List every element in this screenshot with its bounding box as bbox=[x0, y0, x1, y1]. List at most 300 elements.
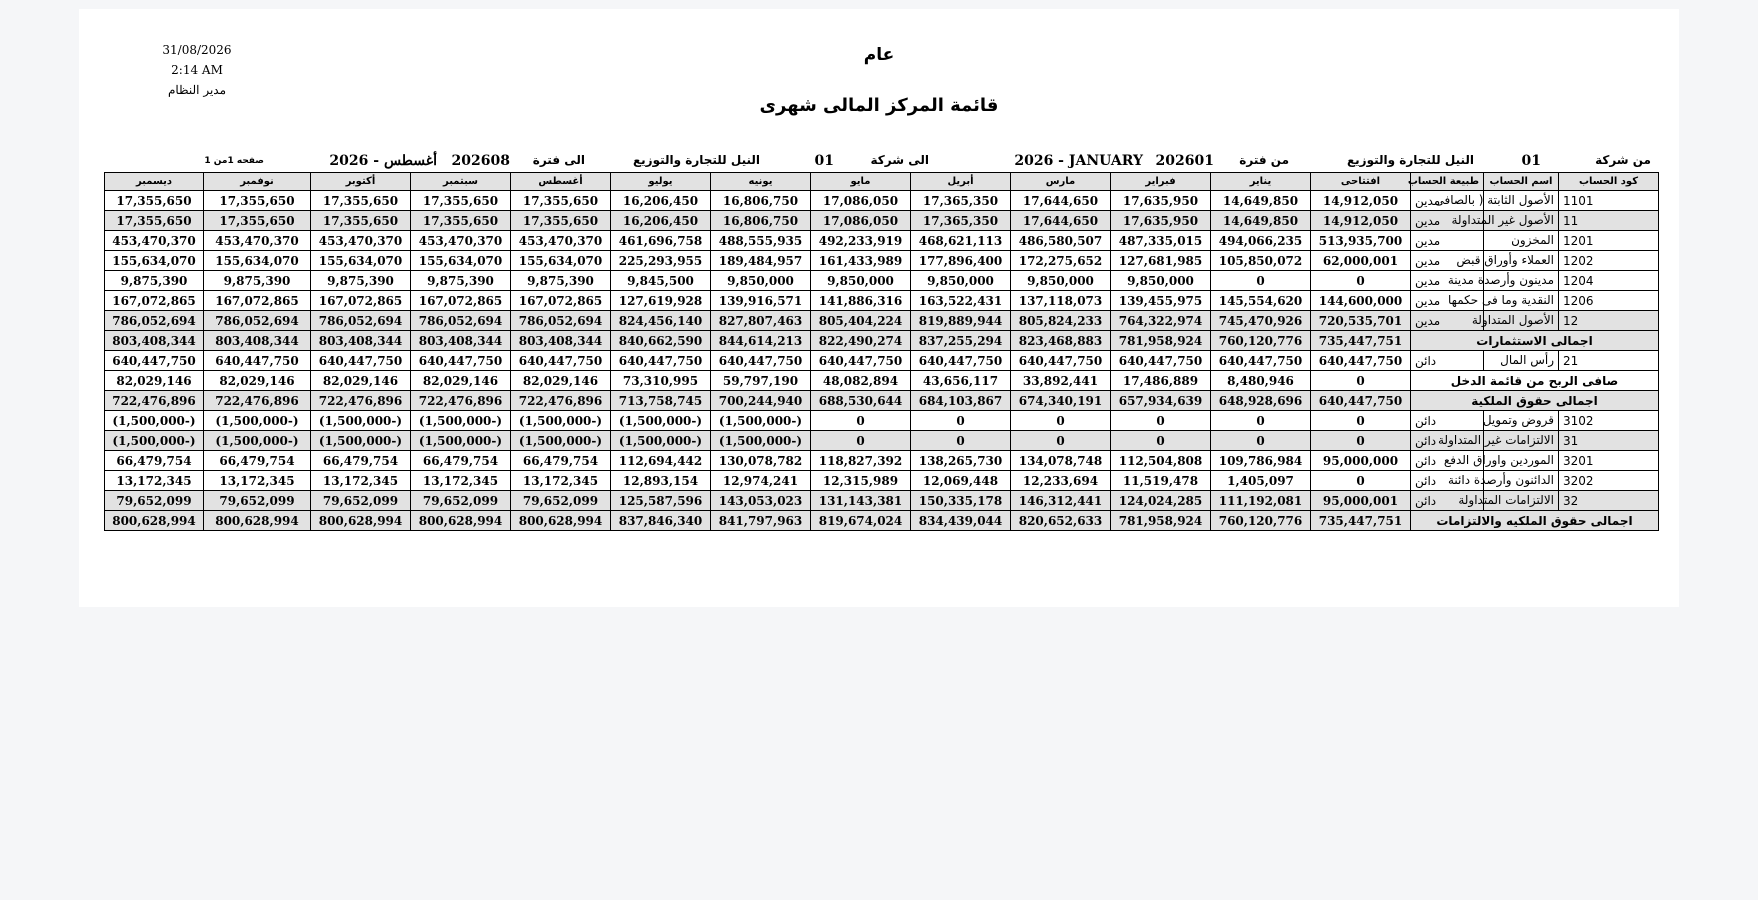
col-header-name: اسم الحساب bbox=[1484, 173, 1559, 191]
amount-cell: 800,628,994 bbox=[105, 511, 204, 531]
amount-cell: (1,500,000-) bbox=[411, 411, 511, 431]
total-row bbox=[105, 371, 1659, 391]
col-header-month: أبريل bbox=[911, 173, 1011, 191]
amount-cell: 139,916,571 bbox=[711, 291, 811, 311]
amount-cell: 640,447,750 bbox=[711, 351, 811, 371]
amount-cell: 640,447,750 bbox=[1011, 351, 1111, 371]
amount-cell: 453,470,370 bbox=[511, 231, 611, 251]
table-row bbox=[105, 211, 1659, 231]
col-header-month: يناير bbox=[1211, 173, 1311, 191]
amount-cell: 803,408,344 bbox=[204, 331, 311, 351]
amount-cell: 640,447,750 bbox=[1111, 351, 1211, 371]
amount-cell: 155,634,070 bbox=[105, 251, 204, 271]
amount-cell: 79,652,099 bbox=[311, 491, 411, 511]
from-period-code: 202601 bbox=[1155, 153, 1214, 169]
amount-cell: 822,490,274 bbox=[811, 331, 911, 351]
account-code-cell: 3201 bbox=[1559, 451, 1659, 471]
amount-cell: 167,072,865 bbox=[411, 291, 511, 311]
account-name-cell: المخزون bbox=[1484, 231, 1559, 251]
amount-cell: 155,634,070 bbox=[204, 251, 311, 271]
amount-cell: 834,439,044 bbox=[911, 511, 1011, 531]
amount-cell: 17,355,650 bbox=[411, 191, 511, 211]
amount-cell: 786,052,694 bbox=[311, 311, 411, 331]
amount-cell: 137,118,073 bbox=[1011, 291, 1111, 311]
amount-cell: 172,275,652 bbox=[1011, 251, 1111, 271]
amount-cell: 95,000,000 bbox=[1311, 451, 1411, 471]
amount-cell: 17,635,950 bbox=[1111, 211, 1211, 231]
amount-cell: 16,206,450 bbox=[611, 191, 711, 211]
amount-cell: 14,912,050 bbox=[1311, 211, 1411, 231]
amount-cell: 161,433,989 bbox=[811, 251, 911, 271]
from-company-name: النيل للتجارة والتوزيع bbox=[1346, 153, 1474, 167]
amount-cell: (1,500,000-) bbox=[711, 411, 811, 431]
total-label-cell: صافى الربح من قائمة الدخل bbox=[1411, 371, 1659, 391]
amount-cell: 131,143,381 bbox=[811, 491, 911, 511]
col-header-code: كود الحساب bbox=[1559, 173, 1659, 191]
amount-cell: 722,476,896 bbox=[204, 391, 311, 411]
amount-cell: 105,850,072 bbox=[1211, 251, 1311, 271]
print-time: 2:14 AM bbox=[171, 63, 223, 77]
amount-cell: 17,355,650 bbox=[204, 211, 311, 231]
amount-cell: 0 bbox=[911, 411, 1011, 431]
amount-cell: 640,447,750 bbox=[1211, 351, 1311, 371]
amount-cell: 17,355,650 bbox=[105, 211, 204, 231]
amount-cell: 12,315,989 bbox=[811, 471, 911, 491]
amount-cell: 803,408,344 bbox=[411, 331, 511, 351]
amount-cell: 786,052,694 bbox=[105, 311, 204, 331]
amount-cell: 837,846,340 bbox=[611, 511, 711, 531]
amount-cell: 17,486,889 bbox=[1111, 371, 1211, 391]
print-date: 31/08/2026 bbox=[162, 43, 232, 57]
amount-cell: 0 bbox=[1311, 411, 1411, 431]
amount-cell: 684,103,867 bbox=[911, 391, 1011, 411]
from-period-name: 2026 - JANUARY bbox=[1014, 153, 1143, 169]
amount-cell: 82,029,146 bbox=[105, 371, 204, 391]
amount-cell: 111,192,081 bbox=[1211, 491, 1311, 511]
account-nature-cell: دائن bbox=[1411, 471, 1484, 491]
amount-cell: 735,447,751 bbox=[1311, 511, 1411, 531]
account-name-cell: قروض وتمويل bbox=[1484, 411, 1559, 431]
amount-cell: 17,355,650 bbox=[411, 211, 511, 231]
table-body bbox=[105, 191, 1659, 531]
amount-cell: 640,447,750 bbox=[611, 351, 711, 371]
table-row bbox=[105, 451, 1659, 471]
report-title: قائمة المركز المالى شهرى bbox=[759, 95, 999, 116]
amount-cell: 8,480,946 bbox=[1211, 371, 1311, 391]
amount-cell: 177,896,400 bbox=[911, 251, 1011, 271]
amount-cell: 781,958,924 bbox=[1111, 331, 1211, 351]
table-row bbox=[105, 431, 1659, 451]
amount-cell: 62,000,001 bbox=[1311, 251, 1411, 271]
amount-cell: 760,120,776 bbox=[1211, 331, 1311, 351]
amount-cell: 17,355,650 bbox=[204, 191, 311, 211]
amount-cell: 0 bbox=[911, 431, 1011, 451]
to-period-code: 202608 bbox=[451, 153, 510, 169]
amount-cell: 167,072,865 bbox=[311, 291, 411, 311]
account-code-cell: 1101 bbox=[1559, 191, 1659, 211]
page-number: صفحه 1من 1 bbox=[204, 156, 264, 166]
amount-cell: 722,476,896 bbox=[311, 391, 411, 411]
total-row bbox=[105, 391, 1659, 411]
amount-cell: (1,500,000-) bbox=[105, 411, 204, 431]
amount-cell: 155,634,070 bbox=[411, 251, 511, 271]
print-user: مدير النظام bbox=[167, 83, 227, 97]
amount-cell: 9,850,000 bbox=[811, 271, 911, 291]
amount-cell: 824,456,140 bbox=[611, 311, 711, 331]
amount-cell: 494,066,235 bbox=[1211, 231, 1311, 251]
col-header-month: يونيه bbox=[711, 173, 811, 191]
amount-cell: 225,293,955 bbox=[611, 251, 711, 271]
to-company-code: 01 bbox=[814, 153, 834, 169]
table-row bbox=[105, 351, 1659, 371]
account-nature-cell: دائن bbox=[1411, 451, 1484, 471]
amount-cell: 95,000,001 bbox=[1311, 491, 1411, 511]
amount-cell: 0 bbox=[1311, 271, 1411, 291]
amount-cell: 9,850,000 bbox=[1111, 271, 1211, 291]
account-nature-cell: دائن bbox=[1411, 491, 1484, 511]
amount-cell: 9,850,000 bbox=[1011, 271, 1111, 291]
amount-cell: 13,172,345 bbox=[511, 471, 611, 491]
col-header-month: يوليو bbox=[611, 173, 711, 191]
account-name-cell: الالتزامات المتداولة bbox=[1484, 491, 1559, 511]
amount-cell: 82,029,146 bbox=[511, 371, 611, 391]
amount-cell: 43,656,117 bbox=[911, 371, 1011, 391]
total-row bbox=[105, 331, 1659, 351]
table-header-row bbox=[105, 173, 1659, 191]
amount-cell: 17,355,650 bbox=[311, 191, 411, 211]
amount-cell: 453,470,370 bbox=[204, 231, 311, 251]
col-header-month: فبراير bbox=[1111, 173, 1211, 191]
amount-cell: 17,644,650 bbox=[1011, 191, 1111, 211]
amount-cell: 17,355,650 bbox=[511, 211, 611, 231]
amount-cell: 127,619,928 bbox=[611, 291, 711, 311]
amount-cell: 827,807,463 bbox=[711, 311, 811, 331]
amount-cell: 139,455,975 bbox=[1111, 291, 1211, 311]
amount-cell: 17,355,650 bbox=[511, 191, 611, 211]
amount-cell: 800,628,994 bbox=[204, 511, 311, 531]
col-header-month: مايو bbox=[811, 173, 911, 191]
amount-cell: 722,476,896 bbox=[411, 391, 511, 411]
amount-cell: 700,244,940 bbox=[711, 391, 811, 411]
account-nature-cell: مدين bbox=[1411, 311, 1484, 331]
amount-cell: 17,086,050 bbox=[811, 191, 911, 211]
amount-cell: 800,628,994 bbox=[511, 511, 611, 531]
col-header-month: أغسطس bbox=[511, 173, 611, 191]
amount-cell: 492,233,919 bbox=[811, 231, 911, 251]
account-code-cell: 11 bbox=[1559, 211, 1659, 231]
amount-cell: 453,470,370 bbox=[105, 231, 204, 251]
amount-cell: 0 bbox=[1311, 371, 1411, 391]
amount-cell: 33,892,441 bbox=[1011, 371, 1111, 391]
amount-cell: 640,447,750 bbox=[1311, 351, 1411, 371]
amount-cell: 640,447,750 bbox=[311, 351, 411, 371]
amount-cell: 82,029,146 bbox=[411, 371, 511, 391]
amount-cell: 453,470,370 bbox=[311, 231, 411, 251]
amount-cell: 155,634,070 bbox=[311, 251, 411, 271]
amount-cell: (1,500,000-) bbox=[511, 431, 611, 451]
amount-cell: 146,312,441 bbox=[1011, 491, 1111, 511]
amount-cell: 513,935,700 bbox=[1311, 231, 1411, 251]
amount-cell: 9,850,000 bbox=[711, 271, 811, 291]
amount-cell: 488,555,935 bbox=[711, 231, 811, 251]
amount-cell: 79,652,099 bbox=[204, 491, 311, 511]
account-code-cell: 32 bbox=[1559, 491, 1659, 511]
amount-cell: 12,069,448 bbox=[911, 471, 1011, 491]
amount-cell: 9,850,000 bbox=[911, 271, 1011, 291]
amount-cell: 820,652,633 bbox=[1011, 511, 1111, 531]
amount-cell: 13,172,345 bbox=[311, 471, 411, 491]
amount-cell: 468,621,113 bbox=[911, 231, 1011, 251]
amount-cell: (1,500,000-) bbox=[311, 411, 411, 431]
amount-cell: 73,310,995 bbox=[611, 371, 711, 391]
account-name-cell: الالتزامات غير المتداولة bbox=[1484, 431, 1559, 451]
amount-cell: 66,479,754 bbox=[105, 451, 204, 471]
amount-cell: 127,681,985 bbox=[1111, 251, 1211, 271]
amount-cell: 713,758,745 bbox=[611, 391, 711, 411]
account-name-cell: الأصول الثابتة ( بالصافى bbox=[1484, 191, 1559, 211]
amount-cell: 130,078,782 bbox=[711, 451, 811, 471]
amount-cell: 0 bbox=[1011, 411, 1111, 431]
table-row bbox=[105, 491, 1659, 511]
amount-cell: 167,072,865 bbox=[511, 291, 611, 311]
amount-cell: 640,447,750 bbox=[105, 351, 204, 371]
amount-cell: 841,797,963 bbox=[711, 511, 811, 531]
amount-cell: 735,447,751 bbox=[1311, 331, 1411, 351]
amount-cell: (1,500,000-) bbox=[204, 411, 311, 431]
amount-cell: 805,824,233 bbox=[1011, 311, 1111, 331]
account-nature-cell: دائن bbox=[1411, 351, 1484, 371]
amount-cell: (1,500,000-) bbox=[411, 431, 511, 451]
account-code-cell: 12 bbox=[1559, 311, 1659, 331]
account-code-cell: 1204 bbox=[1559, 271, 1659, 291]
report-page bbox=[79, 9, 1679, 607]
account-nature-cell: مدين bbox=[1411, 211, 1484, 231]
amount-cell: 0 bbox=[1211, 411, 1311, 431]
total-label-cell: اجمالى حقوق الملكية bbox=[1411, 391, 1659, 411]
amount-cell: 11,519,478 bbox=[1111, 471, 1211, 491]
amount-cell: 640,447,750 bbox=[911, 351, 1011, 371]
from-company-code: 01 bbox=[1521, 153, 1541, 169]
amount-cell: 82,029,146 bbox=[204, 371, 311, 391]
amount-cell: 59,797,190 bbox=[711, 371, 811, 391]
amount-cell: 461,696,758 bbox=[611, 231, 711, 251]
amount-cell: 155,634,070 bbox=[511, 251, 611, 271]
amount-cell: 66,479,754 bbox=[311, 451, 411, 471]
amount-cell: 12,893,154 bbox=[611, 471, 711, 491]
amount-cell: 1,405,097 bbox=[1211, 471, 1311, 491]
amount-cell: 14,649,850 bbox=[1211, 211, 1311, 231]
amount-cell: 844,614,213 bbox=[711, 331, 811, 351]
amount-cell: 0 bbox=[1111, 411, 1211, 431]
total-label-cell: اجمالى حقوق الملكيه والالتزامات bbox=[1411, 511, 1659, 531]
amount-cell: 16,806,750 bbox=[711, 191, 811, 211]
amount-cell: (1,500,000-) bbox=[105, 431, 204, 451]
amount-cell: 9,875,390 bbox=[204, 271, 311, 291]
amount-cell: 125,587,596 bbox=[611, 491, 711, 511]
amount-cell: 144,600,000 bbox=[1311, 291, 1411, 311]
amount-cell: 0 bbox=[1311, 431, 1411, 451]
amount-cell: 819,674,024 bbox=[811, 511, 911, 531]
col-header-month: مارس bbox=[1011, 173, 1111, 191]
amount-cell: 13,172,345 bbox=[411, 471, 511, 491]
amount-cell: 722,476,896 bbox=[105, 391, 204, 411]
amount-cell: 138,265,730 bbox=[911, 451, 1011, 471]
amount-cell: 167,072,865 bbox=[204, 291, 311, 311]
col-header-month: نوفمبر bbox=[204, 173, 311, 191]
amount-cell: 640,447,750 bbox=[204, 351, 311, 371]
amount-cell: 150,335,178 bbox=[911, 491, 1011, 511]
amount-cell: 109,786,984 bbox=[1211, 451, 1311, 471]
amount-cell: 118,827,392 bbox=[811, 451, 911, 471]
amount-cell: 720,535,701 bbox=[1311, 311, 1411, 331]
amount-cell: 722,476,896 bbox=[511, 391, 611, 411]
amount-cell: 837,255,294 bbox=[911, 331, 1011, 351]
total-row bbox=[105, 511, 1659, 531]
account-code-cell: 21 bbox=[1559, 351, 1659, 371]
account-nature-cell: مدين bbox=[1411, 251, 1484, 271]
amount-cell: 805,404,224 bbox=[811, 311, 911, 331]
amount-cell: 786,052,694 bbox=[411, 311, 511, 331]
to-period-label: الى فترة bbox=[532, 153, 585, 167]
to-company-name: النيل للتجارة والتوزيع bbox=[632, 153, 760, 167]
amount-cell: 79,652,099 bbox=[105, 491, 204, 511]
account-name-cell: مدينون وأرصدة مدينة bbox=[1484, 271, 1559, 291]
amount-cell: 803,408,344 bbox=[311, 331, 411, 351]
table-row bbox=[105, 271, 1659, 291]
amount-cell: 16,806,750 bbox=[711, 211, 811, 231]
balance-sheet-table bbox=[104, 172, 1659, 531]
amount-cell: 9,845,500 bbox=[611, 271, 711, 291]
account-name-cell: رأس المال bbox=[1484, 351, 1559, 371]
amount-cell: 786,052,694 bbox=[204, 311, 311, 331]
account-name-cell: الموردين واوراق الدفع bbox=[1484, 451, 1559, 471]
account-name-cell: الأصول المتداولة bbox=[1484, 311, 1559, 331]
amount-cell: 17,355,650 bbox=[311, 211, 411, 231]
amount-cell: (1,500,000-) bbox=[711, 431, 811, 451]
amount-cell: 800,628,994 bbox=[411, 511, 511, 531]
col-header-month: سبتمبر bbox=[411, 173, 511, 191]
account-code-cell: 1206 bbox=[1559, 291, 1659, 311]
amount-cell: 764,322,974 bbox=[1111, 311, 1211, 331]
amount-cell: 14,649,850 bbox=[1211, 191, 1311, 211]
amount-cell: 9,875,390 bbox=[411, 271, 511, 291]
table-row bbox=[105, 411, 1659, 431]
amount-cell: 0 bbox=[1211, 431, 1311, 451]
amount-cell: 486,580,507 bbox=[1011, 231, 1111, 251]
table-row bbox=[105, 231, 1659, 251]
amount-cell: 9,875,390 bbox=[511, 271, 611, 291]
table-row bbox=[105, 191, 1659, 211]
amount-cell: 823,468,883 bbox=[1011, 331, 1111, 351]
amount-cell: 17,644,650 bbox=[1011, 211, 1111, 231]
amount-cell: 0 bbox=[811, 431, 911, 451]
amount-cell: 803,408,344 bbox=[511, 331, 611, 351]
amount-cell: 800,628,994 bbox=[311, 511, 411, 531]
report-subtitle: عام bbox=[863, 45, 895, 65]
amount-cell: 688,530,644 bbox=[811, 391, 911, 411]
account-nature-cell: دائن bbox=[1411, 431, 1484, 451]
to-period-name: 2026 - أغسطس bbox=[329, 153, 437, 169]
amount-cell: 657,934,639 bbox=[1111, 391, 1211, 411]
table-row bbox=[105, 311, 1659, 331]
amount-cell: 112,504,808 bbox=[1111, 451, 1211, 471]
amount-cell: 840,662,590 bbox=[611, 331, 711, 351]
amount-cell: 12,233,694 bbox=[1011, 471, 1111, 491]
amount-cell: 819,889,944 bbox=[911, 311, 1011, 331]
amount-cell: 0 bbox=[1011, 431, 1111, 451]
amount-cell: 167,072,865 bbox=[105, 291, 204, 311]
amount-cell: 16,206,450 bbox=[611, 211, 711, 231]
amount-cell: 453,470,370 bbox=[411, 231, 511, 251]
col-header-month: أكتوبر bbox=[311, 173, 411, 191]
account-name-cell: العملاء وأوراق قبض bbox=[1484, 251, 1559, 271]
amount-cell: 781,958,924 bbox=[1111, 511, 1211, 531]
col-header-month: ديسمبر bbox=[105, 173, 204, 191]
amount-cell: 82,029,146 bbox=[311, 371, 411, 391]
amount-cell: 0 bbox=[1311, 471, 1411, 491]
table-row bbox=[105, 471, 1659, 491]
amount-cell: 745,470,926 bbox=[1211, 311, 1311, 331]
amount-cell: 0 bbox=[811, 411, 911, 431]
amount-cell: 66,479,754 bbox=[511, 451, 611, 471]
amount-cell: (1,500,000-) bbox=[311, 431, 411, 451]
amount-cell: 112,694,442 bbox=[611, 451, 711, 471]
amount-cell: 9,875,390 bbox=[311, 271, 411, 291]
amount-cell: 13,172,345 bbox=[204, 471, 311, 491]
amount-cell: 17,365,350 bbox=[911, 191, 1011, 211]
amount-cell: 640,447,750 bbox=[1311, 391, 1411, 411]
amount-cell: 145,554,620 bbox=[1211, 291, 1311, 311]
amount-cell: 674,340,191 bbox=[1011, 391, 1111, 411]
from-period-label: من فترة bbox=[1239, 153, 1289, 167]
amount-cell: 803,408,344 bbox=[105, 331, 204, 351]
amount-cell: 640,447,750 bbox=[811, 351, 911, 371]
amount-cell: 0 bbox=[1211, 271, 1311, 291]
account-nature-cell: مدين bbox=[1411, 271, 1484, 291]
amount-cell: 760,120,776 bbox=[1211, 511, 1311, 531]
amount-cell: (1,500,000-) bbox=[611, 411, 711, 431]
account-code-cell: 3102 bbox=[1559, 411, 1659, 431]
amount-cell: 48,082,894 bbox=[811, 371, 911, 391]
amount-cell: (1,500,000-) bbox=[511, 411, 611, 431]
amount-cell: 9,875,390 bbox=[105, 271, 204, 291]
amount-cell: 79,652,099 bbox=[511, 491, 611, 511]
account-nature-cell: مدين bbox=[1411, 291, 1484, 311]
account-code-cell: 3202 bbox=[1559, 471, 1659, 491]
account-nature-cell: مدين bbox=[1411, 231, 1484, 251]
amount-cell: 189,484,957 bbox=[711, 251, 811, 271]
amount-cell: 141,886,316 bbox=[811, 291, 911, 311]
amount-cell: 66,479,754 bbox=[411, 451, 511, 471]
amount-cell: 134,078,748 bbox=[1011, 451, 1111, 471]
account-code-cell: 1202 bbox=[1559, 251, 1659, 271]
amount-cell: 0 bbox=[1111, 431, 1211, 451]
amount-cell: 640,447,750 bbox=[511, 351, 611, 371]
to-company-label: الى شركة bbox=[870, 153, 929, 167]
table-row bbox=[105, 291, 1659, 311]
amount-cell: 12,974,241 bbox=[711, 471, 811, 491]
amount-cell: 13,172,345 bbox=[105, 471, 204, 491]
amount-cell: 14,912,050 bbox=[1311, 191, 1411, 211]
amount-cell: 640,447,750 bbox=[411, 351, 511, 371]
table-row bbox=[105, 251, 1659, 271]
total-label-cell: اجمالى الاستثمارات bbox=[1411, 331, 1659, 351]
amount-cell: 143,053,023 bbox=[711, 491, 811, 511]
amount-cell: (1,500,000-) bbox=[611, 431, 711, 451]
col-header-nature: طبيعة الحساب bbox=[1411, 173, 1484, 191]
account-code-cell: 1201 bbox=[1559, 231, 1659, 251]
amount-cell: 17,355,650 bbox=[105, 191, 204, 211]
